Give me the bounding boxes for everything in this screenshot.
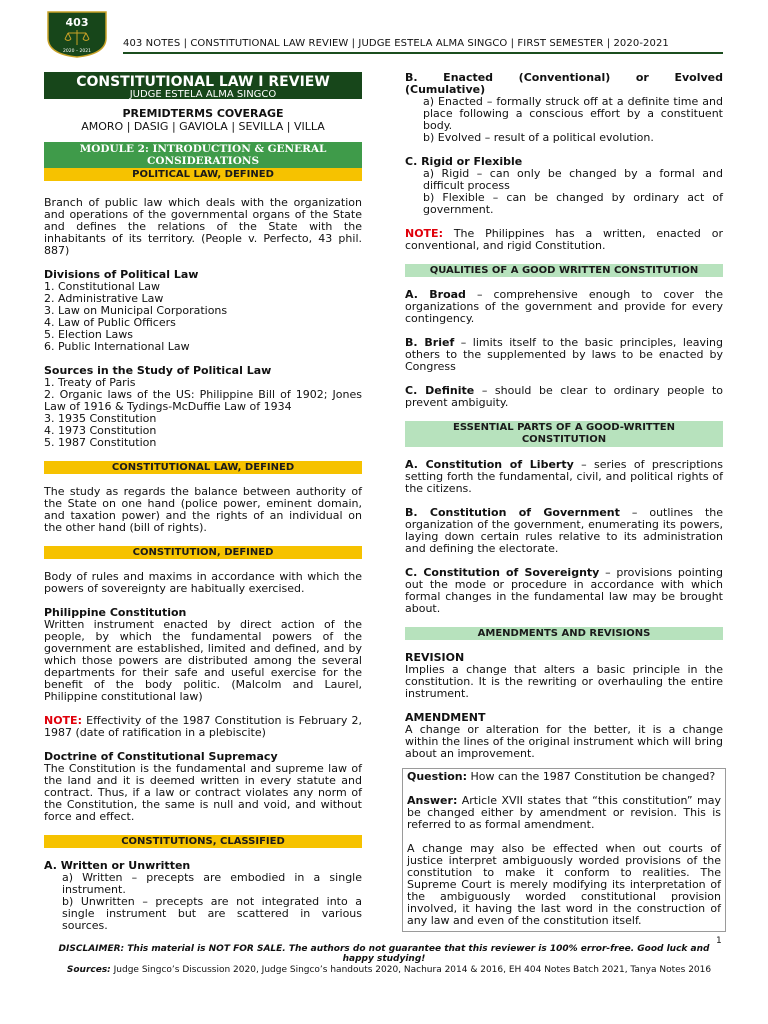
part-text: – outlines the organization of the government, enumerating its powers, laying down certain rules relative to its administration and defining the electorate.	[405, 506, 723, 555]
note-label: NOTE:	[44, 714, 82, 727]
answer	[407, 795, 721, 831]
amendment-text: A change or alteration for the better, it is a change within the lines of the original instrument which will bring about an improvement.	[405, 723, 723, 760]
quality-text: – limits itself to the basic principles, leaving others to the supplemented by laws to be enacted by Congress	[405, 336, 724, 373]
revision-heading: REVISION	[405, 651, 465, 664]
revision-text: Implies a change that alters a basic principle in the constitution. It is the rewriting or overhauling the entire instrument.	[405, 663, 723, 700]
rigid-item-b: b) Flexible – can be changed by ordinary act of government.	[423, 191, 723, 216]
part-liberty	[405, 459, 723, 495]
written-item-a: a) Written – precepts are embodied in a single instrument.	[62, 871, 362, 896]
list-item: 2. Administrative Law	[44, 292, 164, 305]
sources-footer	[44, 965, 734, 975]
effectivity-note	[44, 715, 362, 739]
political-law-definition: Branch of public law which deals with the organization and operations of the governmental organs of the State and defines the relations of the State with the inhabitants of its territory. (People v. Perfecto, 43 phil. 887)	[44, 196, 362, 257]
section-band-political-law: POLITICAL LAW, DEFINED	[44, 168, 362, 181]
written-item-b: b) Unwritten – precepts are not integrated into a single instrument but are scattered in various sources.	[62, 895, 362, 932]
logo-number: 403	[65, 16, 89, 29]
note-text: Effectivity of the 1987 Constitution is February 2, 1987 (date of ratification in a plebiscite)	[44, 714, 362, 739]
question-text: How can the 1987 Constitution be changed?	[467, 770, 716, 783]
answer-text: Article XVII states that “this constitution” may be changed either by amendment or revision. This is referred to as formal amendment.	[407, 794, 721, 831]
quality-definite	[405, 385, 723, 409]
list-item: 2. Organic laws of the US: Philippine Bill of 1902; Jones Law of 1916 & Tydings-McDuffie Law of 1934	[44, 388, 362, 413]
list-item: 5. Election Laws	[44, 328, 133, 341]
supremacy-definition: The Constitution is the fundamental and supreme law of the land and it is deemed written in every statute and contract. Thus, if a law or contract violates any norm of the Constitution, the same is null and void, and without force and effect.	[44, 762, 362, 823]
supremacy-heading: Doctrine of Constitutional Supremacy	[44, 750, 278, 763]
answer-label: Answer:	[407, 794, 458, 807]
list-item: 6. Public International Law	[44, 340, 190, 353]
divisions-heading: Divisions of Political Law	[44, 268, 199, 281]
403-logo-badge	[44, 8, 110, 58]
sources-label: Sources:	[66, 965, 111, 975]
part-text: – provisions pointing out the mode or procedure in accordance with which formal changes in the fundamental law may be brought about.	[405, 566, 723, 615]
question-box	[402, 768, 726, 932]
sources-text: Judge Singco’s Discussion 2020, Judge Singco’s handouts 2020, Nachura 2014 & 2016, EH 404 Notes Batch 2021, Tanya Notes 2016	[110, 965, 712, 975]
premid-heading: PREMIDTERMS COVERAGE	[122, 107, 284, 120]
amendment-heading: AMENDMENT	[405, 711, 486, 724]
constitution-definition: Body of rules and maxims in accordance with which the powers of sovereignty are habitually exercised.	[44, 570, 362, 595]
constitutional-law-definition: The study as regards the balance between authority of the State on one hand (police power, eminent domain, and taxation power) and the rights of an individual on the other hand (bill of rights).	[44, 485, 362, 534]
authors-line: AMORO | DASIG | GAVIOLA | SEVILLA | VILLA	[81, 120, 325, 133]
right-column	[405, 72, 723, 932]
sources-list	[44, 377, 362, 449]
quality-text: – comprehensive enough to cover the organizations of the government and provide for every contingency.	[405, 288, 723, 325]
enacted-heading: B. Enacted (Conventional) or Evolved (Cumulative)	[405, 71, 723, 96]
part-sovereignty	[405, 567, 723, 615]
philippine-constitution-definition: Written instrument enacted by direct action of the people, by which the fundamental powers of the government are established, limited and defined, and by which those powers are distributed among the several departments for their safe and useful exercise for the benefit of the body politic. (Malcolm and Laurel, Philippine constitutional law)	[44, 618, 362, 703]
quality-label: A. Broad	[405, 288, 466, 301]
disclaimer: DISCLAIMER: This material is NOT FOR SALE. The authors do not guarantee that this reviewer is 100% error-free. Good luck and happy studying!	[58, 944, 710, 964]
enacted-item-a: a) Enacted – formally struck off at a definite time and place following a conscious effort by a constituent body.	[423, 95, 723, 132]
list-item: 3. 1935 Constitution	[44, 412, 157, 425]
rigid-item-a: a) Rigid – can only be changed by a formal and difficult process	[423, 167, 723, 192]
list-item: 1. Constitutional Law	[44, 280, 160, 293]
note-label: NOTE:	[405, 227, 443, 240]
list-item: 4. 1973 Constitution	[44, 424, 157, 437]
enacted-item-b: b) Evolved – result of a political evolution.	[423, 131, 654, 144]
section-band-classified: CONSTITUTIONS, CLASSIFIED	[44, 835, 362, 848]
note-text: The Philippines has a written, enacted or conventional, and rigid Constitution.	[405, 227, 723, 252]
quality-broad	[405, 289, 723, 325]
left-column	[44, 72, 362, 932]
part-text: – series of prescriptions setting forth the fundamental, civil, and political rights of the citizens.	[405, 458, 723, 495]
section-band-qualities: QUALITIES OF A GOOD WRITTEN CONSTITUTION	[405, 264, 723, 277]
document-title: CONSTITUTIONAL LAW I REVIEW	[76, 74, 330, 90]
quality-brief	[405, 337, 723, 373]
philippines-note	[405, 228, 723, 252]
quality-text: – should be clear to ordinary people to prevent ambiguity.	[405, 384, 724, 409]
section-band-amendments: AMENDMENTS AND REVISIONS	[405, 627, 723, 640]
philippine-constitution-heading: Philippine Constitution	[44, 606, 187, 619]
module-heading: MODULE 2: INTRODUCTION & GENERAL CONSIDERATIONS	[44, 142, 362, 168]
header-rule	[123, 52, 723, 54]
part-government	[405, 507, 723, 555]
quality-label: B. Brief	[405, 336, 455, 349]
quality-label: C. Definite	[405, 384, 475, 397]
divisions-list	[44, 281, 362, 353]
section-band-constitutional-law: CONSTITUTIONAL LAW, DEFINED	[44, 461, 362, 474]
running-header: 403 NOTES | CONSTITUTIONAL LAW REVIEW | JUDGE ESTELA ALMA SINGCO | FIRST SEMESTER | 2020-2021	[123, 38, 669, 49]
logo-years: 2020 – 2021	[62, 49, 92, 54]
written-heading: A. Written or Unwritten	[44, 859, 191, 872]
list-item: 1. Treaty of Paris	[44, 376, 136, 389]
part-label: C. Constitution of Sovereignty	[405, 566, 600, 579]
question	[407, 771, 721, 783]
title-box	[44, 72, 362, 99]
list-item: 3. Law on Municipal Corporations	[44, 304, 228, 317]
page-number: 1	[716, 936, 722, 946]
section-band-constitution: CONSTITUTION, DEFINED	[44, 546, 362, 559]
rigid-heading: C. Rigid or Flexible	[405, 155, 523, 168]
sources-heading: Sources in the Study of Political Law	[44, 364, 272, 377]
section-band-essential-parts: ESSENTIAL PARTS OF A GOOD-WRITTEN CONSTITUTION	[405, 421, 723, 447]
document-subtitle: JUDGE ESTELA ALMA SINGCO	[129, 89, 277, 100]
list-item: 5. 1987 Constitution	[44, 436, 157, 449]
part-label: B. Constitution of Government	[405, 506, 620, 519]
answer-continued: A change may also be effected when out courts of justice interpret ambiguously worded provisions of the constitution to make it conform to realities. The Supreme Court is merely modifying its interpretation of the ambiguously worded constitutional provision involved, it having the last word in the construction of any law and even of the constitution itself.	[407, 842, 721, 927]
question-label: Question:	[407, 770, 468, 783]
part-label: A. Constitution of Liberty	[405, 458, 574, 471]
list-item: 4. Law of Public Officers	[44, 316, 176, 329]
